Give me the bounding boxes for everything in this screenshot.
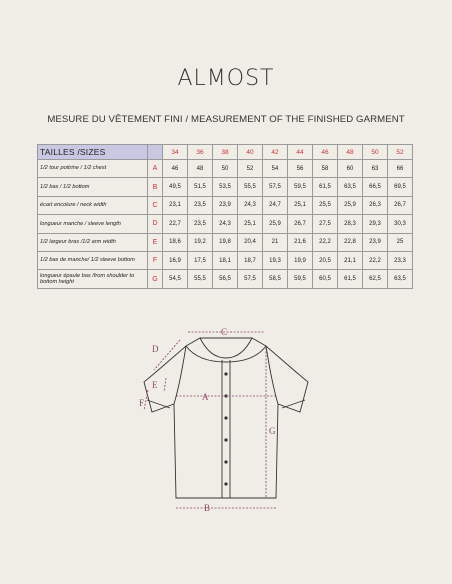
measurement-value: 25,1 — [238, 215, 263, 233]
measurement-value: 56 — [288, 160, 313, 178]
dim-line-e — [164, 378, 166, 392]
table-row — [38, 251, 413, 269]
measurement-label: longueur manche / sleeve length — [38, 215, 148, 233]
measurement-value: 19,8 — [213, 233, 238, 251]
measurement-value: 21 — [263, 233, 288, 251]
measurement-value: 25,9 — [263, 215, 288, 233]
collar — [186, 338, 266, 358]
measurement-value: 25 — [388, 233, 413, 251]
measurement-label: écart encolure / neck width — [38, 196, 148, 214]
size-header: 46 — [313, 145, 338, 160]
table-row — [38, 160, 413, 178]
measurement-value: 66,5 — [363, 178, 388, 196]
table-row — [38, 233, 413, 251]
measurement-value: 22,8 — [338, 233, 363, 251]
measurement-value: 59,5 — [288, 178, 313, 196]
measurement-value: 24,3 — [213, 215, 238, 233]
measurement-label: 1/2 bas de manche/ 1/2 sleeve bottom — [38, 251, 148, 269]
dim-label-g: G — [269, 426, 276, 436]
measurement-value: 54 — [263, 160, 288, 178]
brand-title: ALMOST — [177, 66, 275, 91]
size-header: 34 — [163, 145, 188, 160]
size-chart-table — [37, 144, 413, 289]
measurement-value: 22,2 — [363, 251, 388, 269]
measurement-value: 63,5 — [388, 270, 413, 288]
measurement-value: 46 — [163, 160, 188, 178]
dimension-lines — [144, 332, 276, 508]
measurement-value: 23,9 — [363, 233, 388, 251]
table-row — [38, 196, 413, 214]
measurement-value: 60,5 — [313, 270, 338, 288]
measurement-code: C — [148, 196, 163, 214]
garment-diagram — [140, 318, 312, 518]
measurement-value: 22,2 — [313, 233, 338, 251]
measurement-value: 19,2 — [188, 233, 213, 251]
measurement-value: 30,3 — [388, 215, 413, 233]
table-row — [38, 270, 413, 288]
measurement-value: 69,5 — [388, 178, 413, 196]
measurement-value: 49,5 — [163, 178, 188, 196]
measurement-value: 27,5 — [313, 215, 338, 233]
buttons — [224, 372, 227, 485]
measurement-value: 57,5 — [263, 178, 288, 196]
measurement-value: 24,3 — [238, 196, 263, 214]
measurement-value: 59,5 — [288, 270, 313, 288]
measurement-value: 18,7 — [238, 251, 263, 269]
shirt-drawing — [140, 318, 312, 518]
measurement-value: 29,3 — [363, 215, 388, 233]
measurement-value: 25,1 — [288, 196, 313, 214]
button — [224, 482, 227, 485]
measurement-value: 26,7 — [288, 215, 313, 233]
measurement-value: 56,5 — [213, 270, 238, 288]
measurement-code: A — [148, 160, 163, 178]
measurement-value: 28,3 — [338, 215, 363, 233]
dim-label-f: F — [139, 398, 145, 408]
measurement-value: 26,7 — [388, 196, 413, 214]
measurement-value: 52 — [238, 160, 263, 178]
dim-label-e: E — [152, 380, 158, 390]
measurement-value: 17,5 — [188, 251, 213, 269]
dim-label-d: D — [152, 344, 159, 354]
size-header: 42 — [263, 145, 288, 160]
measurement-value: 23,1 — [163, 196, 188, 214]
measurement-value: 55,5 — [238, 178, 263, 196]
button — [224, 372, 227, 375]
measurement-label: longueur épaule bas /from shoulder to bottom height — [38, 270, 148, 288]
measurement-label: 1/2 tour poitrine / 1/2 chest — [38, 160, 148, 178]
button — [224, 460, 227, 463]
measurement-value: 21,1 — [338, 251, 363, 269]
measurement-code: F — [148, 251, 163, 269]
measurement-value: 61,5 — [313, 178, 338, 196]
measurement-value: 21,6 — [288, 233, 313, 251]
measurement-label: 1/2 bas / 1/2 bottom — [38, 178, 148, 196]
measurement-code: G — [148, 270, 163, 288]
measurement-value: 16,9 — [163, 251, 188, 269]
measurement-value: 58 — [313, 160, 338, 178]
measurement-value: 51,5 — [188, 178, 213, 196]
measurement-value: 19,9 — [288, 251, 313, 269]
page-subtitle: MESURE DU VÊTEMENT FINI / MEASUREMENT OF THE FINISHED GARMENT — [47, 114, 405, 125]
measurement-value: 57,5 — [238, 270, 263, 288]
measurement-value: 63,5 — [338, 178, 363, 196]
size-header: 36 — [188, 145, 213, 160]
measurement-value: 22,7 — [163, 215, 188, 233]
size-header: 38 — [213, 145, 238, 160]
button — [224, 438, 227, 441]
placket-line — [222, 360, 230, 498]
measurement-value: 66 — [388, 160, 413, 178]
table-row — [38, 215, 413, 233]
dim-label-a: A — [202, 392, 209, 402]
code-header — [148, 145, 163, 160]
measurement-value: 55,5 — [188, 270, 213, 288]
measurement-value: 54,5 — [163, 270, 188, 288]
dim-label-b: B — [204, 503, 211, 513]
measurement-value: 53,5 — [213, 178, 238, 196]
measurement-value: 23,3 — [388, 251, 413, 269]
measurement-value: 23,5 — [188, 196, 213, 214]
measurement-value: 48 — [188, 160, 213, 178]
measurement-code: D — [148, 215, 163, 233]
measurement-value: 25,9 — [338, 196, 363, 214]
dim-label-c: C — [221, 327, 228, 337]
size-header: 44 — [288, 145, 313, 160]
measurement-value: 23,5 — [188, 215, 213, 233]
measurement-value: 61,5 — [338, 270, 363, 288]
size-header: 48 — [338, 145, 363, 160]
measurement-code: B — [148, 178, 163, 196]
measurement-value: 23,9 — [213, 196, 238, 214]
measurement-value: 18,6 — [163, 233, 188, 251]
measurement-value: 19,3 — [263, 251, 288, 269]
measurement-value: 24,7 — [263, 196, 288, 214]
measurement-value: 25,5 — [313, 196, 338, 214]
measurement-value: 60 — [338, 160, 363, 178]
measurement-label: 1/2 largeur bras /1/2 arm width — [38, 233, 148, 251]
size-header: 50 — [363, 145, 388, 160]
measurement-value: 62,5 — [363, 270, 388, 288]
measurement-value: 63 — [363, 160, 388, 178]
measurement-value: 20,5 — [313, 251, 338, 269]
button — [224, 416, 227, 419]
measurement-code: E — [148, 233, 163, 251]
table-row — [38, 178, 413, 196]
measurement-value: 26,3 — [363, 196, 388, 214]
table-header-row — [38, 145, 413, 160]
measurement-value: 20,4 — [238, 233, 263, 251]
size-header: 52 — [388, 145, 413, 160]
measurement-value: 58,5 — [263, 270, 288, 288]
shirt-body — [144, 346, 308, 498]
measurement-value: 50 — [213, 160, 238, 178]
sizes-header: TAILLES /SIZES — [38, 145, 148, 160]
size-header: 40 — [238, 145, 263, 160]
measurement-value: 18,1 — [213, 251, 238, 269]
